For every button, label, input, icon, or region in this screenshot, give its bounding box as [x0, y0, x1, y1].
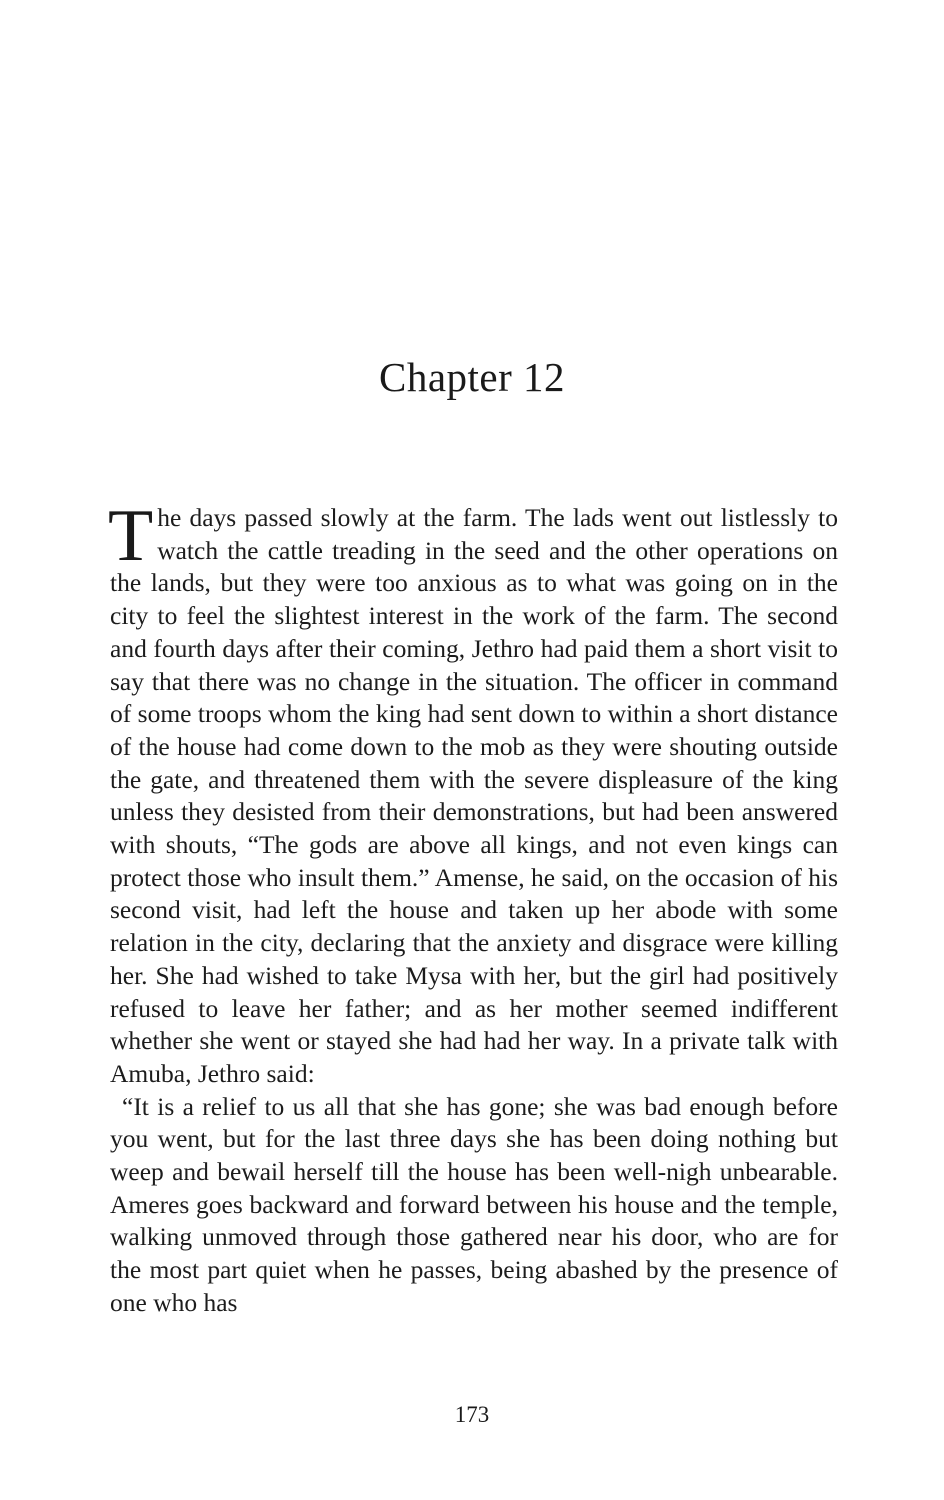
chapter-title: Chapter 12: [378, 354, 566, 401]
paragraph-1: [108, 495, 838, 1091]
paragraph-2: “It is a relief to us all that she has gone; she was bad enough before you went, but for the last three days she has been doing nothing but weep and bewail herself till the house has been well-nigh unbearable. Ameres goes backward and forward between his house and the temple, walking unmoved through those gathered near his door, who are for the most part quiet when he passes, being abashed by the presence of one who has: [110, 1091, 838, 1317]
page-number: 173: [454, 1402, 490, 1427]
chapter-body: [108, 495, 838, 1320]
drop-cap: T: [108, 495, 154, 577]
paragraph-1-text: he days passed slowly at the farm. The lads went out listlessly to watch the cattle treading in the seed and the other operations on the lands, but they were too anxious as to what was going on in the city to feel the slightest interest in the work of the farm. The second and fourth days after their coming, Jethro had paid them a short visit to say that there was no change in the situation. The officer in command of some troops whom the king had sent down to within a short distance of the house had come down to the mob as they were shouting outside the gate, and threatened them with the severe displeasure of the king unless they desisted from their demonstrations, but had been answered with shouts, “The gods are above all kings, and not even kings can protect those who insult them.” Amense, he said, on the occasion of his second visit, had left the house and taken up her abode with some relation in the city, declaring that the anxiety and disgrace were killing her. She had wished to take Mysa with her, but the girl had positively refused to leave her father; and as her mother seemed indifferent whether she went or stayed she had had her way. In a private talk with Amuba, Jethro said:: [110, 503, 838, 1088]
